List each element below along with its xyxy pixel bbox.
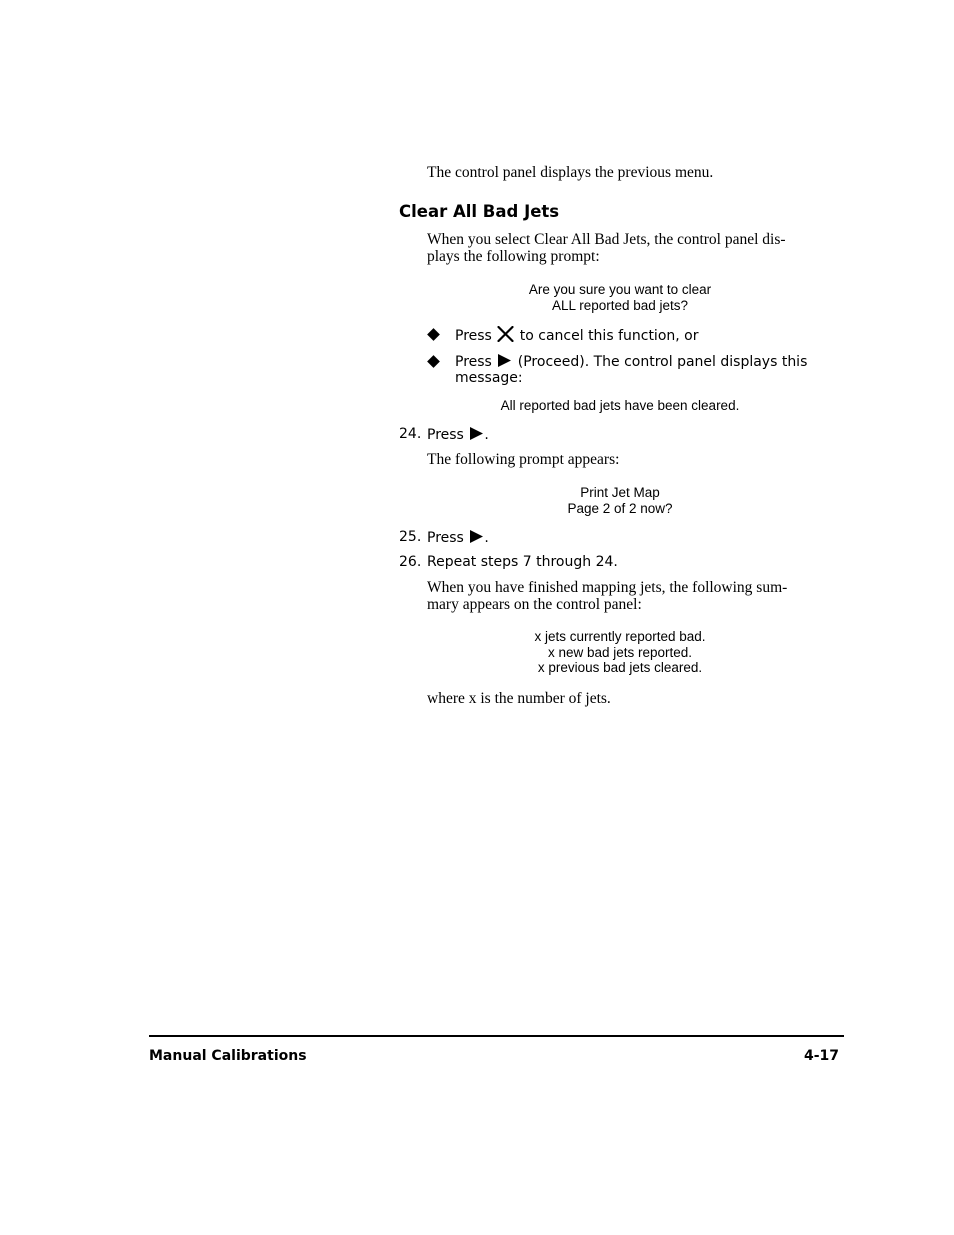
step-press-text: Press [427, 427, 464, 443]
step-24-followup: The following prompt appears: [427, 451, 620, 468]
message-line: All reported bad jets have been cleared. [500, 398, 740, 413]
triangle-right-icon [469, 426, 484, 446]
closing-text: where x is the number of jets. [427, 690, 611, 707]
print-prompt-line-1: Print Jet Map [580, 485, 660, 500]
bullet-press-text: Press [455, 328, 492, 344]
control-panel-print-prompt [427, 485, 813, 516]
bullet-item-cancel [455, 326, 698, 347]
bullet-proceed-line2: message: [455, 370, 523, 386]
prompt-line-1: Are you sure you want to clear [528, 282, 712, 297]
step-number: 24. [399, 426, 422, 442]
step-25-text [427, 529, 489, 549]
bullet-press-text: Press [455, 354, 492, 370]
control-panel-prompt [427, 282, 813, 313]
bullet-proceed-text: (Proceed). The control panel displays this [517, 354, 808, 370]
triangle-right-icon [469, 529, 484, 549]
print-prompt-line-2: Page 2 of 2 now? [567, 500, 673, 516]
step-period: . [484, 530, 489, 546]
step-number: 26. [399, 554, 422, 570]
step-26-desc-line2: mary appears on the control panel: [427, 596, 642, 613]
bullet-cancel-text: to cancel this function, or [519, 328, 699, 344]
intro-text: The control panel displays the previous menu. [427, 164, 714, 181]
footer-page-number: 4-17 [803, 1048, 839, 1064]
step-26-desc-line1: When you have finished mapping jets, the following sum- [427, 579, 788, 596]
control-panel-summary [427, 629, 813, 676]
step-period: . [484, 427, 489, 443]
step-26-text: Repeat steps 7 through 24. [427, 554, 618, 570]
step-24-text [427, 426, 489, 446]
footer-rule [149, 1035, 844, 1037]
section-desc-line1: When you select Clear All Bad Jets, the control panel dis- [427, 231, 786, 248]
prompt-line-2: ALL reported bad jets? [551, 297, 689, 313]
section-heading: Clear All Bad Jets [399, 202, 560, 221]
diamond-bullet-icon [427, 355, 440, 368]
control-panel-message [427, 398, 813, 414]
summary-line-1: x jets currently reported bad. [534, 629, 706, 644]
step-number: 25. [399, 529, 422, 545]
x-cancel-icon [497, 326, 514, 347]
section-desc-line2: plays the following prompt: [427, 248, 600, 265]
step-press-text: Press [427, 530, 464, 546]
footer-chapter-title: Manual Calibrations [149, 1048, 307, 1064]
diamond-bullet-icon [427, 328, 440, 341]
summary-line-3: x previous bad jets cleared. [537, 660, 703, 675]
summary-line-2: x new bad jets reported. [547, 644, 693, 660]
